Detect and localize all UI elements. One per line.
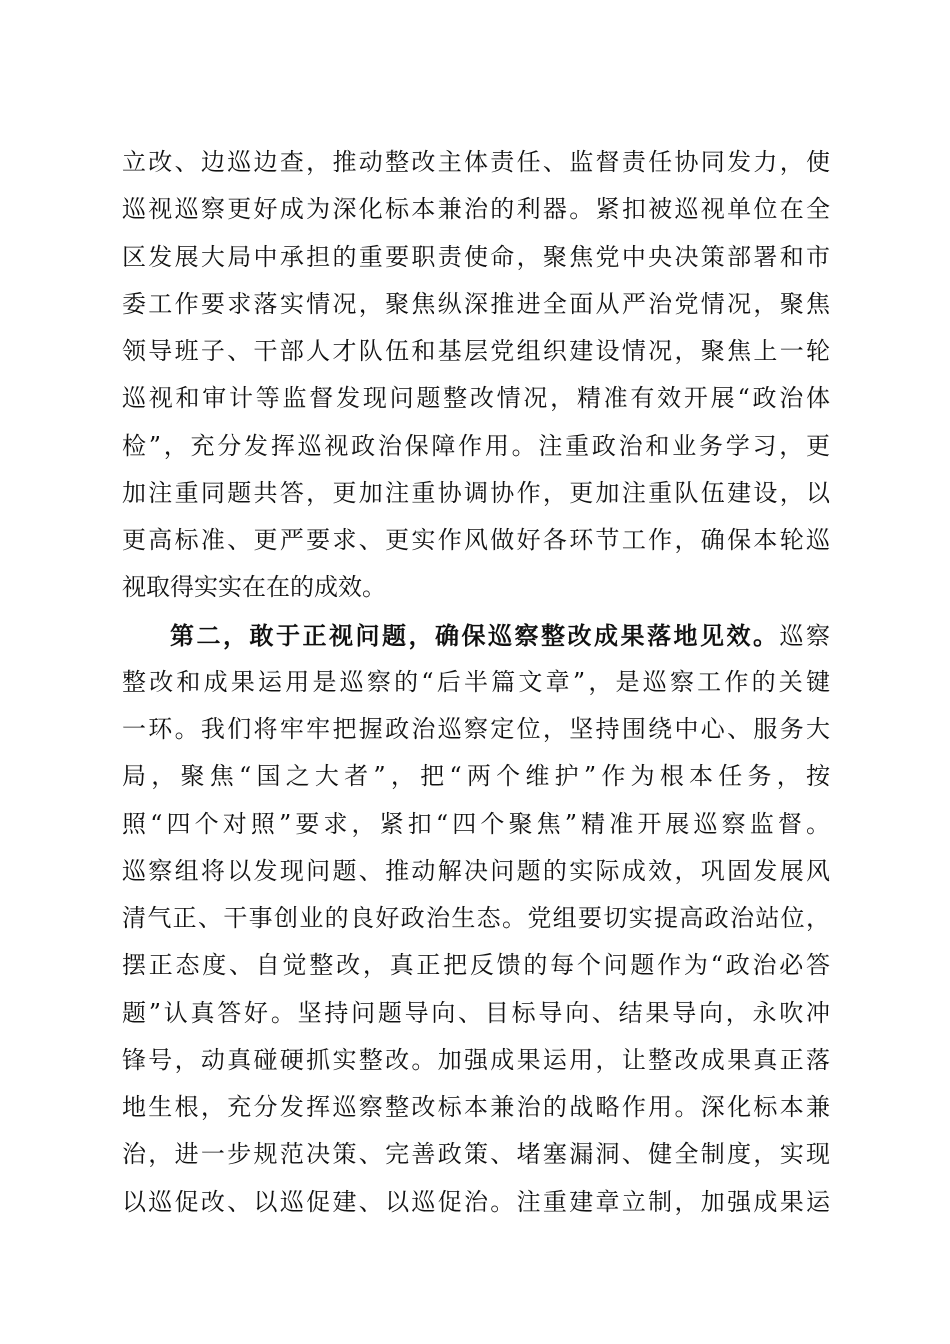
text-line: 题”认真答好。坚持问题导向、目标导向、结果导向，永吹冲 (122, 998, 830, 1027)
text-line: 立改、边巡边查，推动整改主体责任、监督责任协同发力，使 (122, 148, 830, 176)
text-run: 巡察 (779, 621, 830, 650)
text-line: 锋号，动真碰硬抓实整改。加强成果运用，让整改成果真正落 (122, 1045, 830, 1074)
text-line: 委工作要求落实情况，聚焦纵深推进全面从严治党情况，聚焦 (122, 289, 830, 318)
text-line: 领导班子、干部人才队伍和基层党组织建设情况，聚焦上一轮 (122, 337, 830, 365)
text-line-first (122, 612, 830, 659)
text-line: 一环。我们将牢牢把握政治巡察定位，坚持围绕中心、服务大 (122, 715, 830, 743)
body-text (122, 139, 830, 1226)
text-line: 局，聚焦“国之大者”，把“两个维护”作为根本任务，按 (122, 762, 830, 791)
paragraph-2 (122, 612, 830, 1226)
text-line: 区发展大局中承担的重要职责使命，聚焦党中央决策部署和市 (122, 242, 830, 271)
text-line: 照“四个对照”要求，紧扣“四个聚焦”精准开展巡察监督。 (122, 809, 830, 838)
text-line: 摆正态度、自觉整改，真正把反馈的每个问题作为“政治必答 (122, 951, 830, 980)
text-line: 加注重同题共答，更加注重协调协作，更加注重队伍建设，以 (122, 478, 830, 507)
text-line: 视取得实实在在的成效。 (122, 573, 386, 602)
text-line: 检”，充分发挥巡视政治保障作用。注重政治和业务学习，更 (122, 431, 830, 460)
paragraph-1 (122, 139, 830, 612)
text-line: 以巡促改、以巡促建、以巡促治。注重建章立制，加强成果运 (122, 1187, 830, 1216)
text-line: 巡视巡察更好成为深化标本兼治的利器。紧扣被巡视单位在全 (122, 195, 830, 224)
text-line: 治，进一步规范决策、完善政策、堵塞漏洞、健全制度，实现 (122, 1140, 830, 1169)
text-line: 清气正、干事创业的良好政治生态。党组要切实提高政治站位， (122, 904, 830, 932)
paragraph-heading: 第二，敢于正视问题，确保巡察整改成果落地见效。 (170, 620, 780, 650)
text-line: 巡视和审计等监督发现问题整改情况，精准有效开展“政治体 (122, 384, 830, 413)
text-line: 更高标准、更严要求、更实作风做好各环节工作，确保本轮巡 (122, 526, 830, 554)
text-line: 整改和成果运用是巡察的“后半篇文章”，是巡察工作的关键 (122, 667, 830, 696)
text-line: 巡察组将以发现问题、推动解决问题的实际成效，巩固发展风 (122, 856, 830, 885)
text-line: 地生根，充分发挥巡察整改标本兼治的战略作用。深化标本兼 (122, 1093, 830, 1121)
